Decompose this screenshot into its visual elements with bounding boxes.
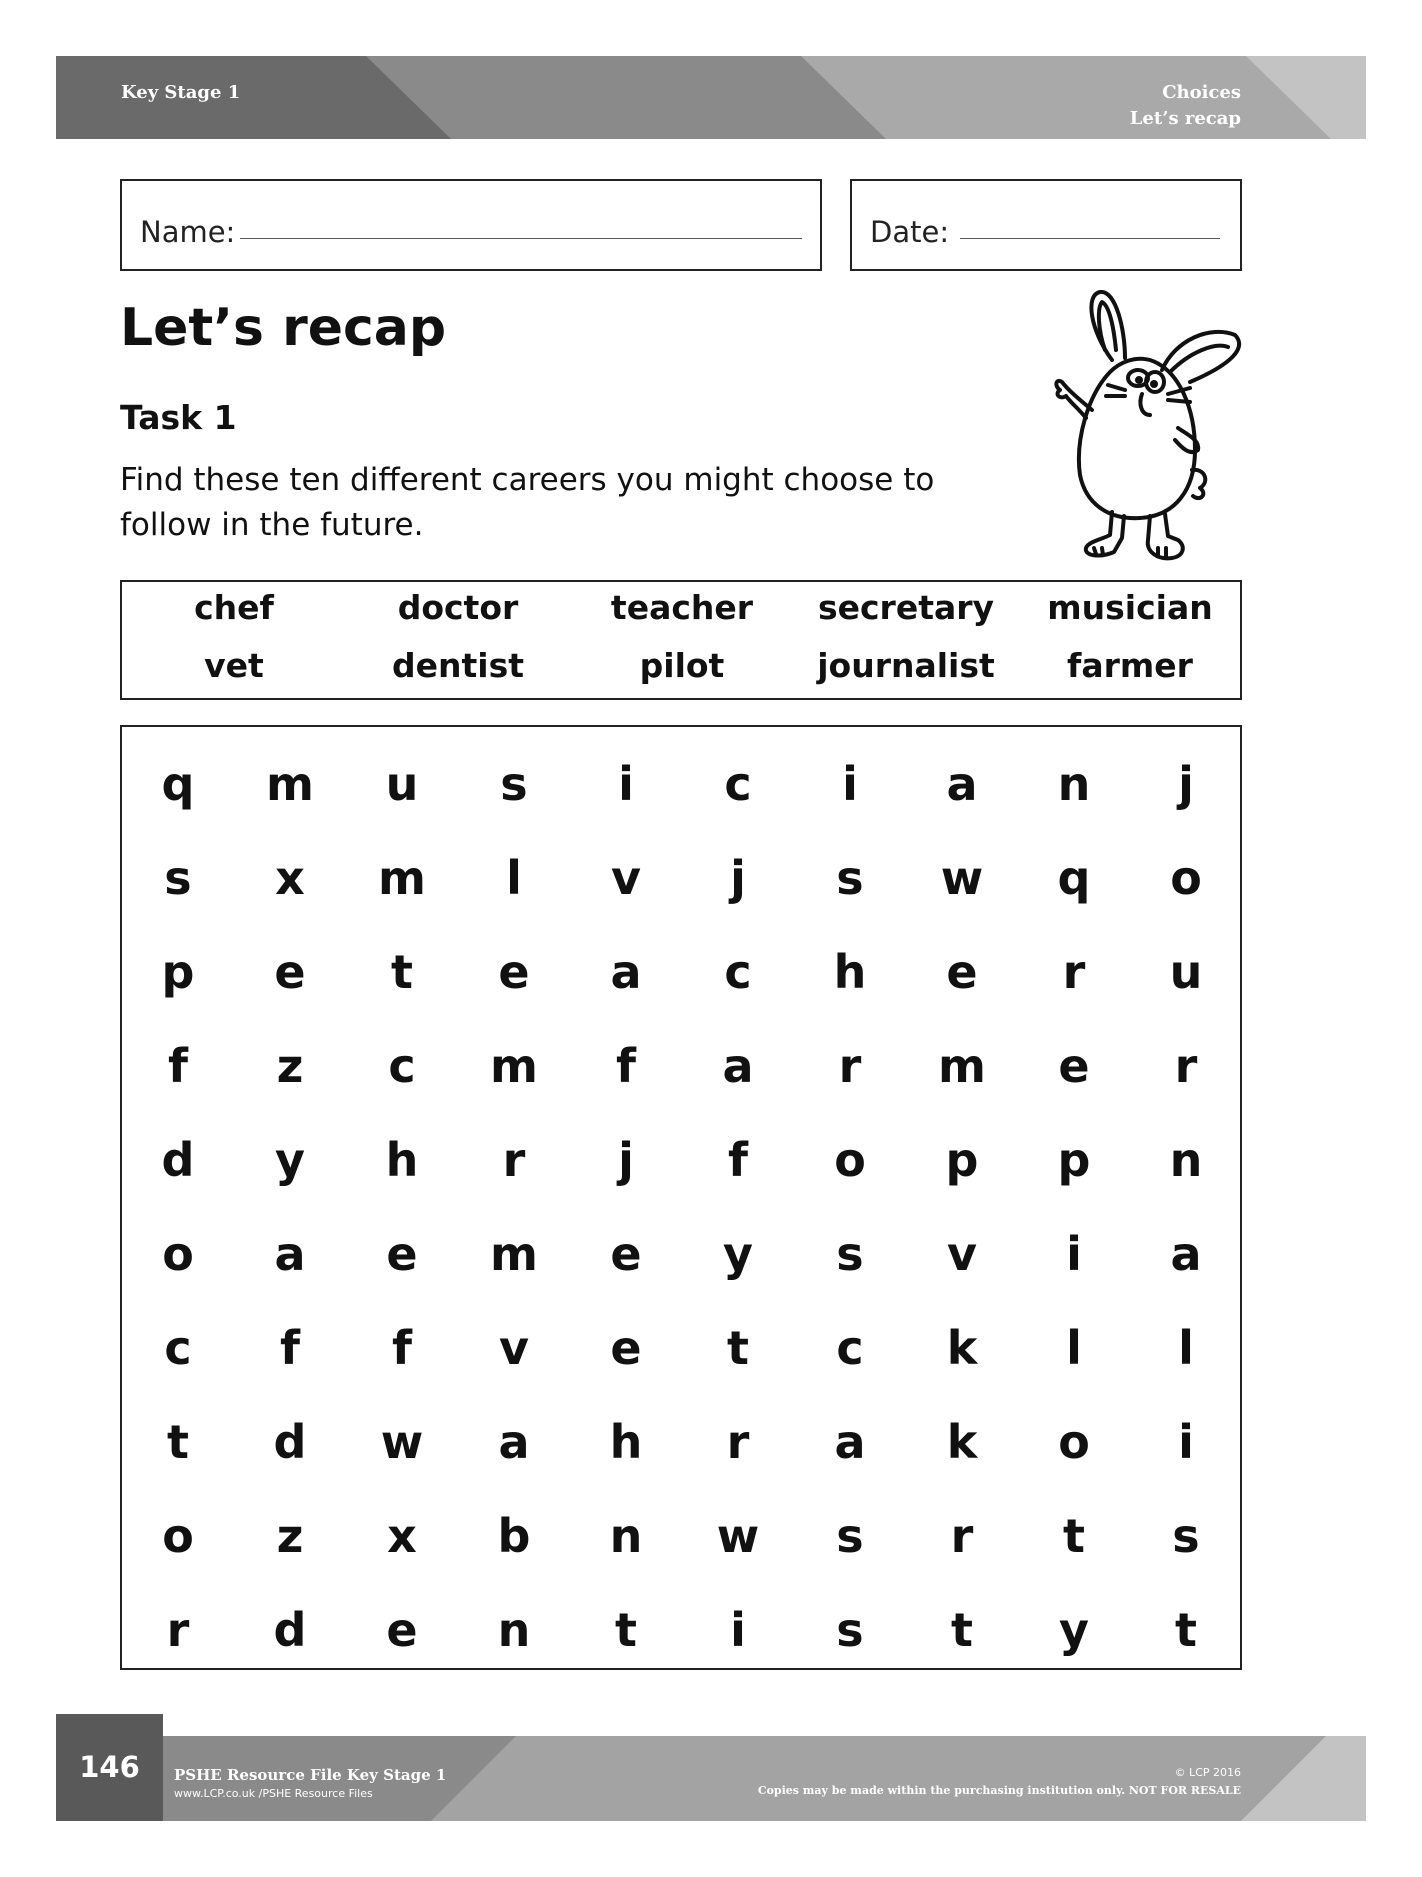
grid-letter[interactable]: t [391, 945, 413, 999]
grid-letter[interactable]: r [1174, 1039, 1198, 1093]
grid-letter[interactable]: u [1169, 945, 1203, 999]
date-field[interactable] [850, 179, 1242, 271]
grid-letter[interactable]: p [1057, 1133, 1091, 1187]
grid-letter[interactable]: e [946, 945, 978, 999]
grid-letter[interactable]: l [1178, 1321, 1194, 1375]
word-bank-item: farmer [1067, 646, 1193, 685]
grid-letter[interactable]: t [615, 1603, 637, 1657]
grid-letter[interactable]: i [1066, 1227, 1082, 1281]
page-footer [56, 1714, 1366, 1821]
grid-letter[interactable]: i [842, 757, 858, 811]
grid-letter[interactable]: h [609, 1415, 643, 1469]
key-stage-label: Key Stage 1 [121, 82, 241, 103]
grid-letter[interactable]: t [1175, 1603, 1197, 1657]
grid-letter[interactable]: d [161, 1133, 195, 1187]
grid-letter[interactable]: n [1169, 1133, 1203, 1187]
grid-letter[interactable]: x [387, 1509, 417, 1563]
grid-letter[interactable]: e [386, 1603, 418, 1657]
word-bank-item: journalist [817, 646, 995, 685]
grid-letter[interactable]: i [1178, 1415, 1194, 1469]
grid-letter[interactable]: j [1178, 757, 1194, 811]
grid-letter[interactable]: n [497, 1603, 531, 1657]
name-write-line[interactable] [240, 238, 802, 239]
grid-letter[interactable]: s [164, 851, 192, 905]
grid-letter[interactable]: o [834, 1133, 866, 1187]
grid-letter[interactable]: a [946, 757, 978, 811]
grid-letter[interactable]: o [1058, 1415, 1090, 1469]
grid-letter[interactable]: r [502, 1133, 526, 1187]
grid-letter[interactable]: p [945, 1133, 979, 1187]
word-bank-item: secretary [817, 588, 995, 627]
grid-letter[interactable]: a [610, 945, 642, 999]
word-bank [120, 580, 1242, 700]
date-label: Date: [870, 215, 950, 249]
word-bank-item: pilot [639, 646, 725, 685]
grid-letter[interactable]: c [724, 757, 752, 811]
name-label: Name: [140, 215, 236, 249]
grid-letter[interactable]: b [497, 1509, 531, 1563]
grid-letter[interactable]: v [947, 1227, 977, 1281]
task-instructions: Find these ten different careers you might choose to follow in the future. [120, 462, 935, 543]
grid-letter[interactable]: e [386, 1227, 418, 1281]
grid-letter[interactable]: c [164, 1321, 192, 1375]
grid-letter[interactable]: k [946, 1415, 978, 1469]
grid-letter[interactable]: e [1058, 1039, 1090, 1093]
page-number-box [56, 1714, 163, 1821]
page-number: 146 [79, 1750, 140, 1784]
grid-letter[interactable]: r [838, 1039, 862, 1093]
word-bank-item: dentist [392, 646, 524, 685]
grid-letter[interactable]: o [162, 1227, 194, 1281]
grid-letter[interactable]: s [500, 757, 528, 811]
grid-letter[interactable]: a [498, 1415, 530, 1469]
grid-letter[interactable]: f [727, 1133, 748, 1187]
page-title: Let’s recap [120, 298, 447, 358]
grid-letter[interactable]: a [834, 1415, 866, 1469]
grid-letter[interactable]: y [723, 1227, 753, 1281]
grid-letter[interactable]: d [273, 1415, 307, 1469]
grid-letter[interactable]: e [610, 1227, 642, 1281]
grid-letter[interactable]: m [378, 851, 426, 905]
grid-letter[interactable]: e [498, 945, 530, 999]
word-bank-item: teacher [610, 588, 754, 627]
grid-letter[interactable]: a [1170, 1227, 1202, 1281]
grid-letter[interactable]: l [506, 851, 522, 905]
grid-letter[interactable]: c [724, 945, 752, 999]
grid-letter[interactable]: e [610, 1321, 642, 1375]
grid-letter[interactable]: s [836, 851, 864, 905]
grid-letter[interactable]: t [951, 1603, 973, 1657]
grid-letter[interactable]: t [167, 1415, 189, 1469]
grid-letter[interactable]: y [275, 1133, 305, 1187]
grid-letter[interactable]: w [380, 1415, 424, 1469]
grid-letter[interactable]: j [730, 851, 746, 905]
footer-title: PSHE Resource File Key Stage 1 [174, 1766, 447, 1784]
grid-letter[interactable]: h [833, 945, 867, 999]
footer-notice: Copies may be made within the purchasing institution only. NOT FOR RESALE [757, 1784, 1241, 1797]
word-search-grid [120, 725, 1242, 1670]
grid-letter[interactable]: t [1063, 1509, 1085, 1563]
page-header [56, 56, 1366, 139]
grid-letter[interactable]: r [950, 1509, 974, 1563]
grid-letter[interactable]: f [167, 1039, 188, 1093]
grid-letter[interactable]: r [166, 1603, 190, 1657]
rabbit-illustration [1050, 290, 1250, 565]
word-bank-item: chef [194, 588, 274, 627]
grid-letter[interactable]: r [726, 1415, 750, 1469]
grid-letter[interactable]: s [836, 1603, 864, 1657]
grid-letter[interactable]: p [161, 945, 195, 999]
word-bank-item: doctor [397, 588, 519, 627]
grid-letter[interactable]: f [391, 1321, 412, 1375]
grid-letter[interactable]: w [716, 1509, 760, 1563]
grid-letter[interactable]: w [940, 851, 984, 905]
grid-letter[interactable]: f [279, 1321, 300, 1375]
grid-letter[interactable]: a [722, 1039, 754, 1093]
grid-letter[interactable]: m [266, 757, 314, 811]
grid-letter[interactable]: m [490, 1227, 538, 1281]
name-field[interactable] [120, 179, 822, 271]
grid-letter[interactable]: s [836, 1509, 864, 1563]
grid-letter[interactable]: l [1066, 1321, 1082, 1375]
grid-letter[interactable]: m [938, 1039, 986, 1093]
word-bank-item: vet [204, 646, 264, 685]
grid-letter[interactable]: e [274, 945, 306, 999]
section-subtitle: Let’s recap [1129, 108, 1241, 129]
grid-letter[interactable]: q [1057, 851, 1091, 905]
grid-letter[interactable]: k [946, 1321, 978, 1375]
grid-letter[interactable]: j [618, 1133, 634, 1187]
grid-letter[interactable]: d [273, 1603, 307, 1657]
word-bank-item: musician [1047, 588, 1213, 627]
grid-letter[interactable]: i [618, 757, 634, 811]
grid-letter[interactable]: o [162, 1509, 194, 1563]
grid-letter[interactable]: z [276, 1509, 304, 1563]
grid-letter[interactable]: u [385, 757, 419, 811]
grid-letter[interactable]: v [499, 1321, 529, 1375]
grid-letter[interactable]: o [1170, 851, 1202, 905]
grid-letter[interactable]: a [274, 1227, 306, 1281]
footer-url: www.LCP.co.uk /PSHE Resource Files [174, 1787, 373, 1800]
section-title: Choices [1162, 82, 1241, 103]
grid-letter[interactable]: m [490, 1039, 538, 1093]
grid-letter[interactable]: f [615, 1039, 636, 1093]
footer-copyright: © LCP 2016 [1174, 1766, 1241, 1779]
grid-letter[interactable]: i [730, 1603, 746, 1657]
date-write-line[interactable] [960, 238, 1220, 239]
grid-letter[interactable]: y [1059, 1603, 1089, 1657]
grid-letter[interactable]: c [388, 1039, 416, 1093]
grid-letter[interactable]: c [836, 1321, 864, 1375]
grid-letter[interactable]: h [385, 1133, 419, 1187]
grid-letter[interactable]: q [161, 757, 195, 811]
grid-letter[interactable]: v [611, 851, 641, 905]
task-heading: Task 1 [120, 398, 237, 437]
grid-letter[interactable]: n [609, 1509, 643, 1563]
grid-letter[interactable]: t [727, 1321, 749, 1375]
grid-letter[interactable]: s [1172, 1509, 1200, 1563]
section-label [1130, 80, 1241, 132]
grid-letter[interactable]: z [276, 1039, 304, 1093]
grid-letter[interactable]: r [1062, 945, 1086, 999]
grid-letter[interactable]: x [275, 851, 305, 905]
grid-letter[interactable]: s [836, 1227, 864, 1281]
grid-letter[interactable]: n [1057, 757, 1091, 811]
